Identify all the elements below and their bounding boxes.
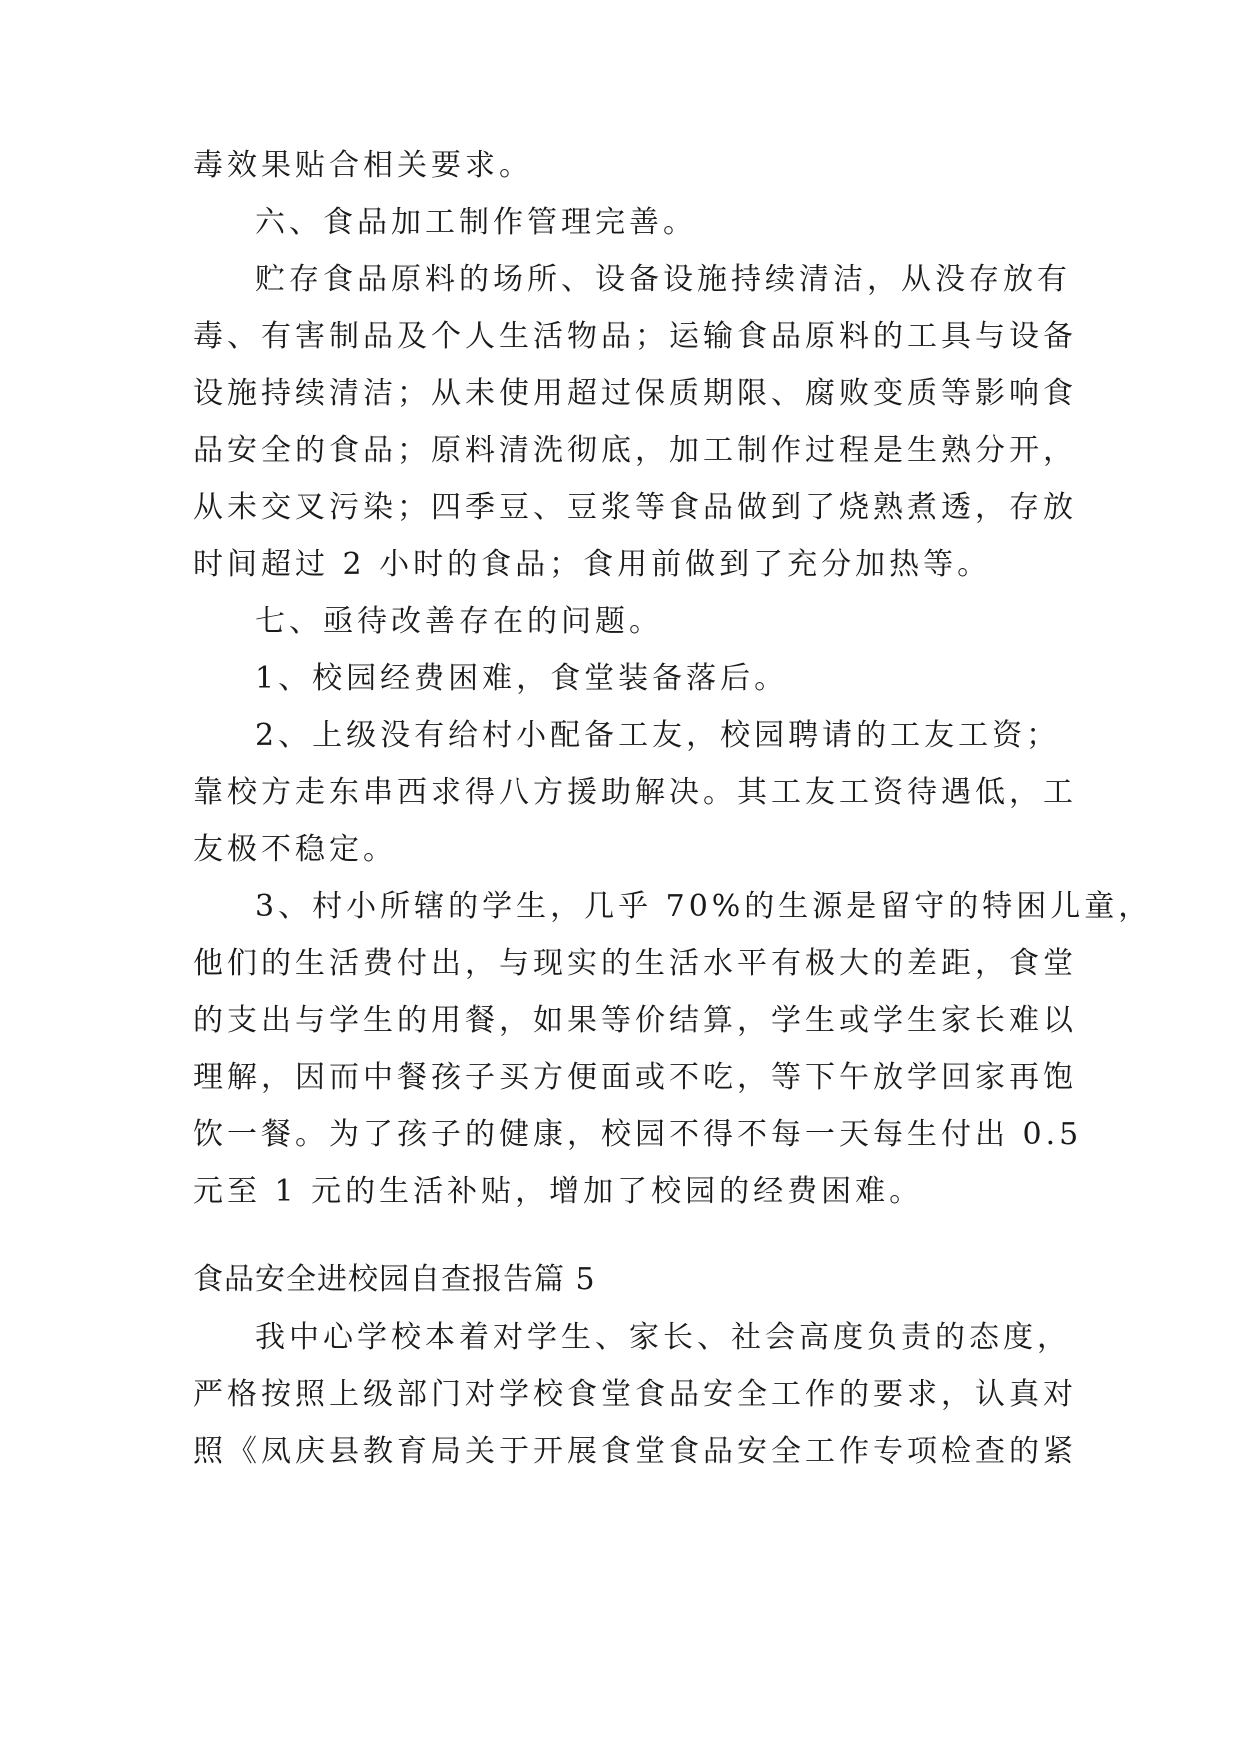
section-title: 食品安全进校园自查报告篇 5 [193, 1262, 596, 1297]
paragraph-line: 友极不稳定。 [193, 832, 397, 867]
list-item-1: 1、校园经费困难，食堂装备落后。 [255, 661, 789, 696]
list-item-2: 2、上级没有给村小配备工友，校园聘请的工友工资； [255, 718, 1061, 753]
paragraph-line: 靠校方走东串西求得八方援助解决。其工友工资待遇低，工 [193, 775, 1077, 810]
paragraph-line: 照《凤庆县教育局关于开展食堂食品安全工作专项检查的紧 [193, 1434, 1077, 1469]
paragraph-line: 从未交叉污染；四季豆、豆浆等食品做到了烧熟煮透，存放 [193, 490, 1077, 525]
paragraph-line: 严格按照上级部门对学校食堂食品安全工作的要求，认真对 [193, 1377, 1077, 1412]
paragraph-line: 时间超过 2 小时的食品；食用前做到了充分加热等。 [193, 547, 992, 582]
list-item-3: 3、村小所辖的学生，几乎 70%的生源是留守的特困儿童， [255, 889, 1153, 924]
section-heading-seven: 七、亟待改善存在的问题。 [255, 604, 663, 639]
paragraph-line: 他们的生活费付出，与现实的生活水平有极大的差距，食堂 [193, 946, 1077, 981]
paragraph-line: 毒、有害制品及个人生活物品；运输食品原料的工具与设备 [193, 319, 1077, 354]
paragraph-line: 品安全的食品；原料清洗彻底，加工制作过程是生熟分开， [193, 433, 1077, 468]
paragraph-line: 的支出与学生的用餐，如果等价结算，学生或学生家长难以 [193, 1003, 1077, 1038]
paragraph-line: 饮一餐。为了孩子的健康，校园不得不每一天每生付出 0.5 [193, 1117, 1083, 1152]
text-line: 毒效果贴合相关要求。 [193, 148, 533, 183]
section-heading-six: 六、食品加工制作管理完善。 [255, 205, 697, 240]
paragraph-line: 元至 1 元的生活补贴，增加了校园的经费困难。 [193, 1174, 924, 1209]
paragraph-line: 我中心学校本着对学生、家长、社会高度负责的态度， [255, 1320, 1071, 1355]
paragraph-line: 理解，因而中餐孩子买方便面或不吃，等下午放学回家再饱 [193, 1060, 1077, 1095]
paragraph-line: 贮存食品原料的场所、设备设施持续清洁，从没存放有 [255, 262, 1071, 297]
paragraph-line: 设施持续清洁；从未使用超过保质期限、腐败变质等影响食 [193, 376, 1077, 411]
